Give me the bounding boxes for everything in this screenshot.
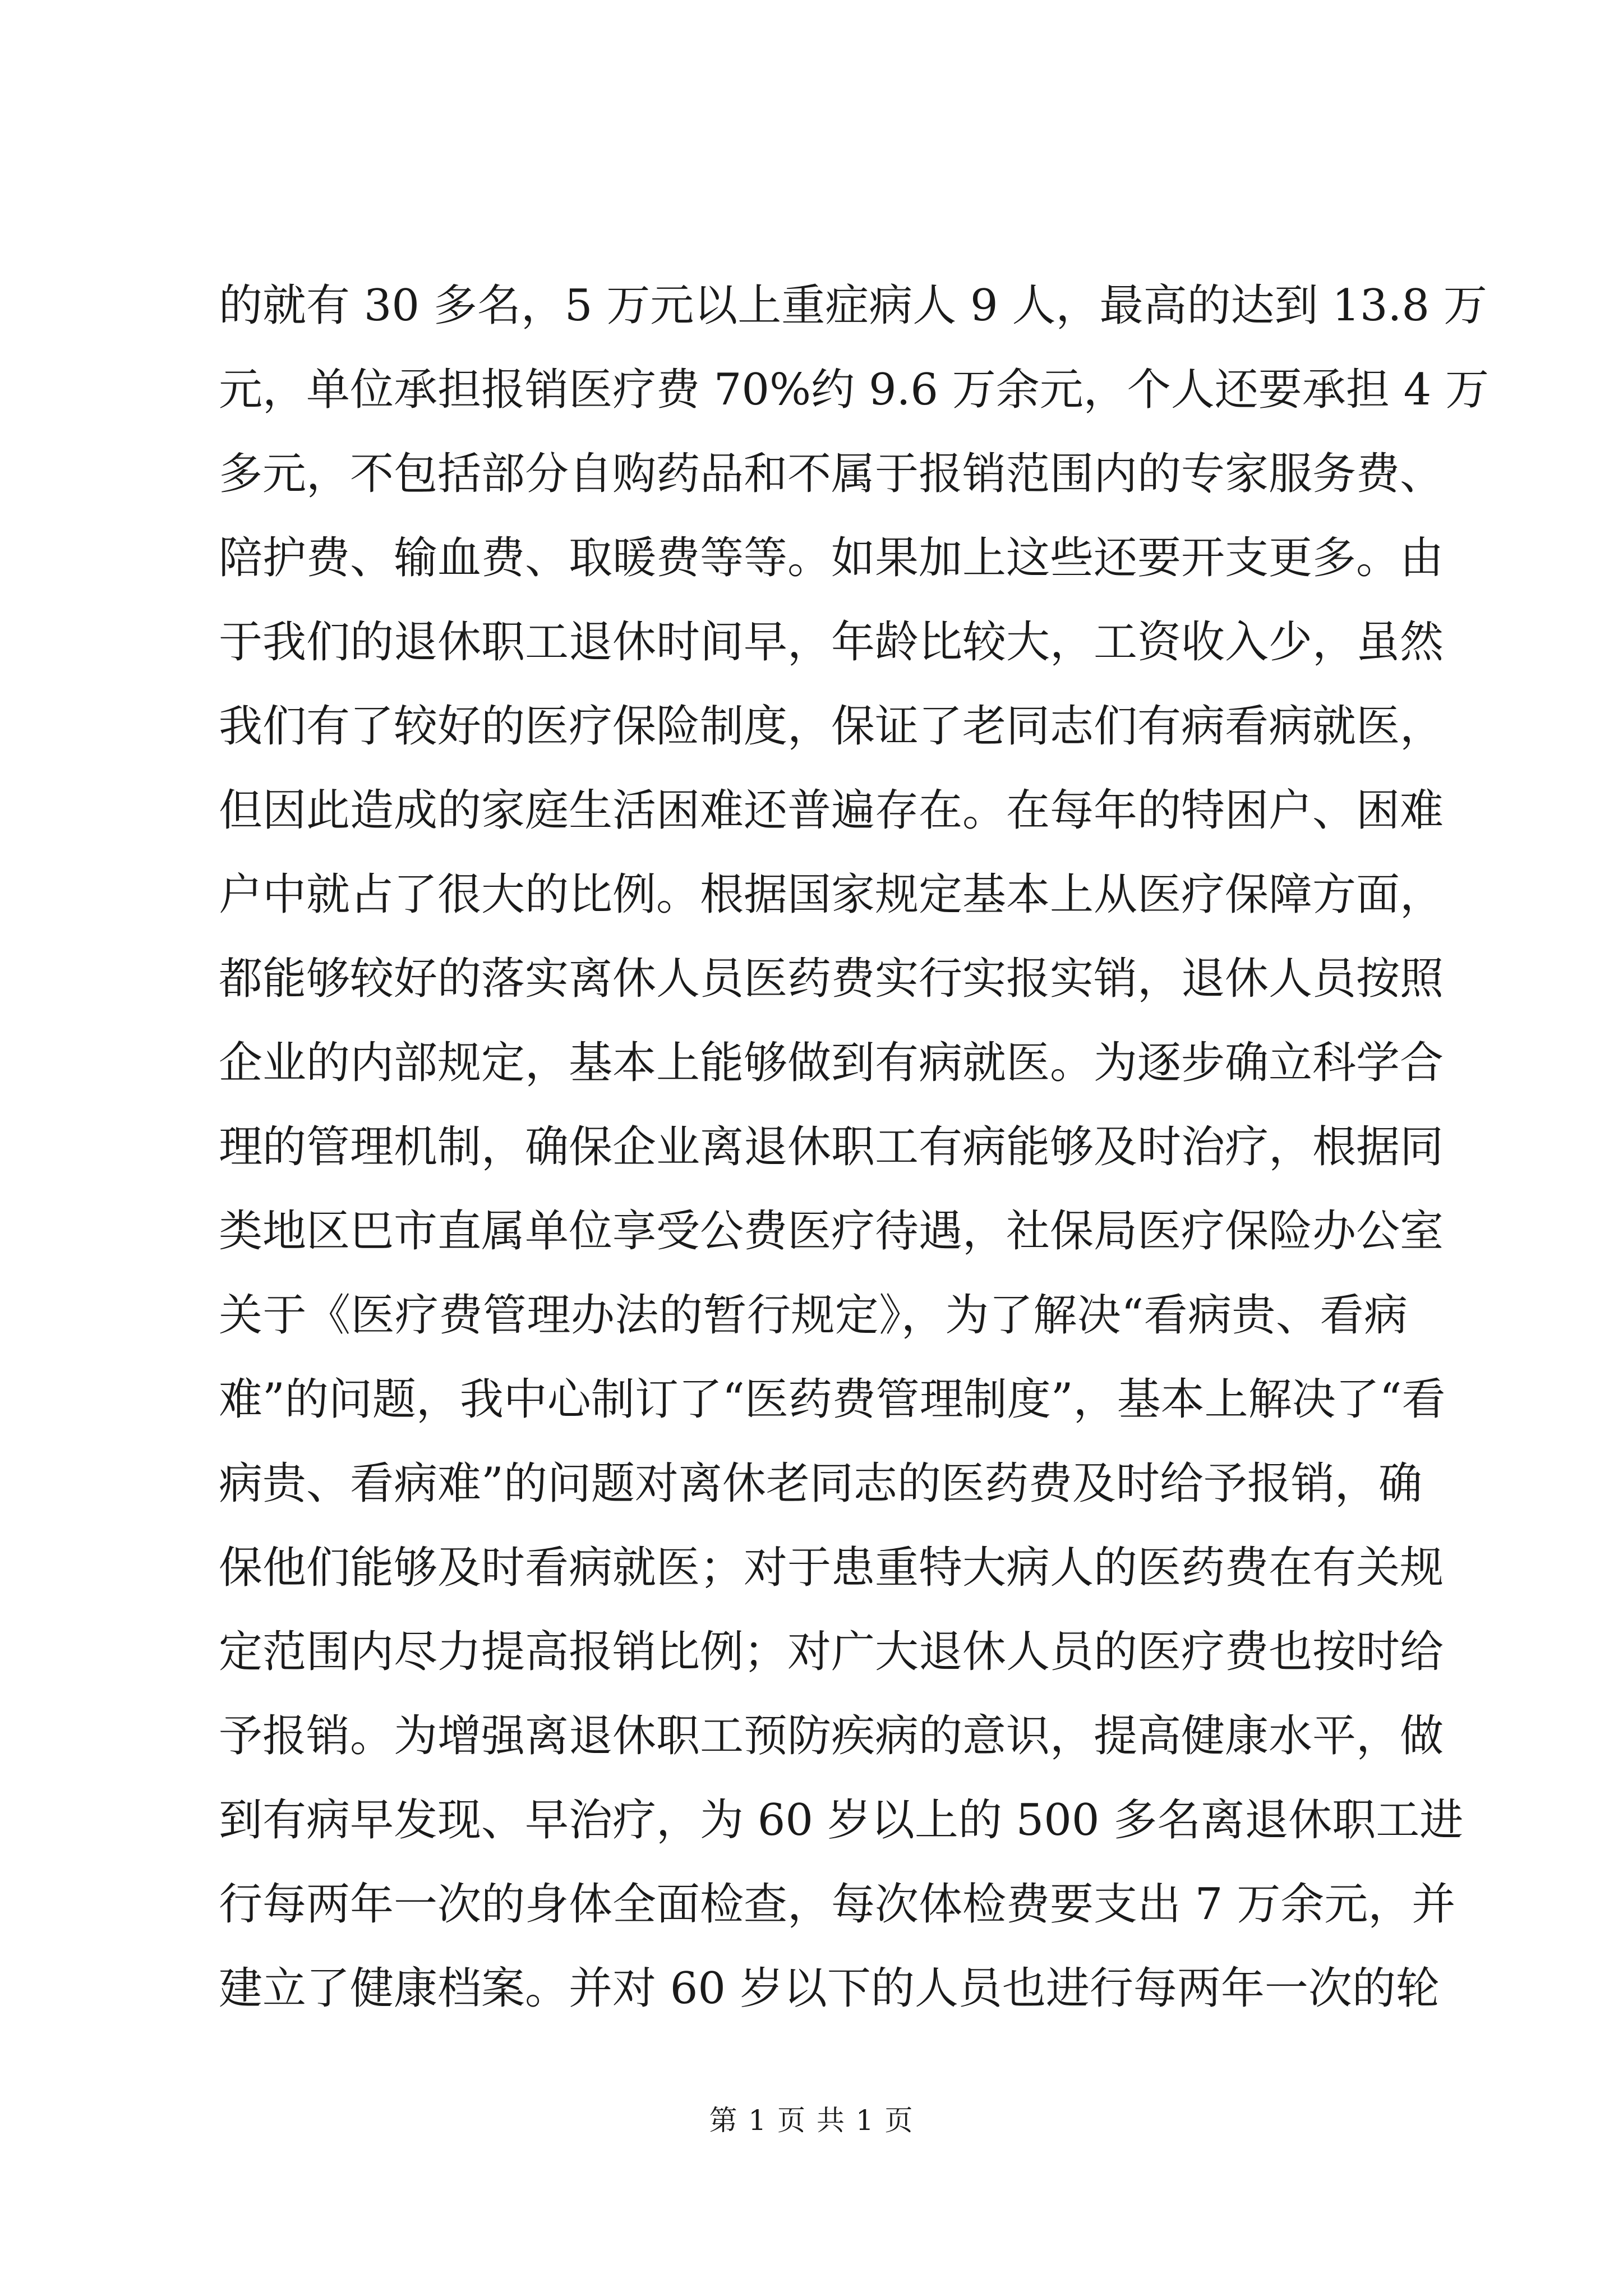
text-line: 类地区巴市直属单位享受公费医疗待遇，社保局医疗保险办公室	[219, 1206, 1444, 1257]
text-line: 都能够较好的落实离休人员医药费实行实报实销，退休人员按照	[219, 954, 1444, 1004]
text-line: 予报销。为增强离退休职工预防疾病的意识，提高健康水平，做	[219, 1711, 1444, 1761]
text-line: 企业的内部规定，基本上能够做到有病就医。为逐步确立科学合	[219, 1038, 1444, 1088]
text-line: 但因此造成的家庭生活困难还普遍存在。在每年的特困户、困难	[219, 785, 1444, 836]
text-line: 保他们能够及时看病就医；对于患重特大病人的医药费在有关规	[219, 1543, 1444, 1593]
page-footer: 第 1 页 共 1 页	[709, 2104, 914, 2137]
text-line: 我们有了较好的医疗保险制度，保证了老同志们有病看病就医，	[219, 701, 1444, 752]
text-line: 到有病早发现、早治疗，为 60 岁以上的 500 多名离退休职工进	[219, 1795, 1464, 1846]
text-line: 难”的问题，我中心制订了“医药费管理制度”，基本上解决了“看	[219, 1374, 1446, 1425]
text-line: 理的管理机制，确保企业离退休职工有病能够及时治疗，根据同	[219, 1122, 1444, 1172]
text-line: 的就有 30 多名，5 万元以上重症病人 9 人，最高的达到 13.8 万	[219, 280, 1487, 331]
text-line: 户中就占了很大的比例。根据国家规定基本上从医疗保障方面，	[219, 869, 1444, 920]
text-line: 多元，不包括部分自购药品和不属于报销范围内的专家服务费、	[219, 449, 1444, 499]
text-line: 定范围内尽力提高报销比例；对广大退休人员的医疗费也按时给	[219, 1627, 1444, 1677]
text-line: 于我们的退休职工退休时间早，年龄比较大，工资收入少，虽然	[219, 617, 1444, 668]
text-line: 陪护费、输血费、取暖费等等。如果加上这些还要开支更多。由	[219, 533, 1444, 583]
text-line: 元，单位承担报销医疗费 70%约 9.6 万余元，个人还要承担 4 万	[219, 365, 1490, 415]
text-line: 病贵、看病难”的问题对离休老同志的医药费及时给予报销，确	[219, 1458, 1422, 1509]
text-line: 建立了健康档案。并对 60 岁以下的人员也进行每两年一次的轮	[219, 1963, 1440, 2014]
text-line: 行每两年一次的身体全面检查，每次体检费要支出 7 万余元，并	[219, 1879, 1456, 1930]
text-line: 关于《医疗费管理办法的暂行规定》，为了解决“看病贵、看病	[219, 1290, 1408, 1341]
body-text	[219, 264, 1490, 2031]
